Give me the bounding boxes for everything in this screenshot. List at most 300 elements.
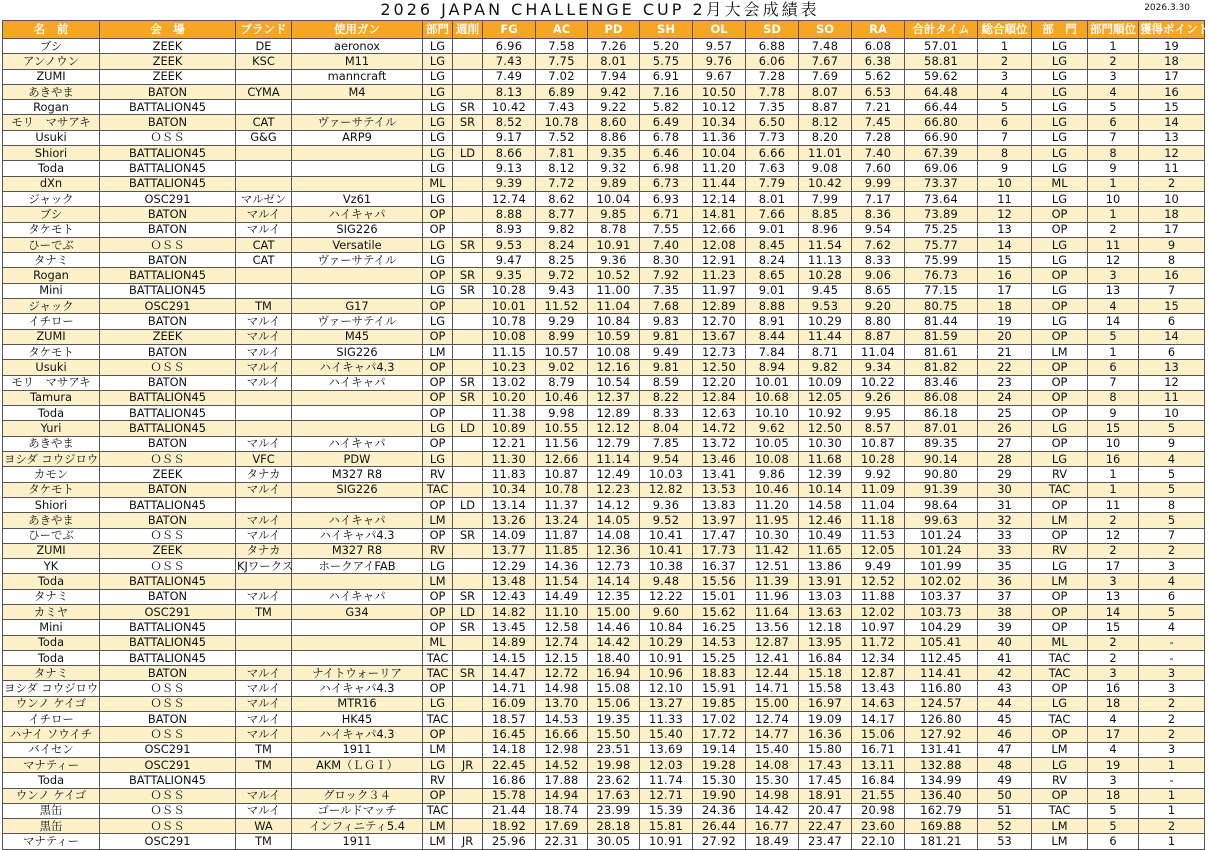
table-cell: 36	[978, 574, 1032, 589]
table-cell: マルイ	[236, 803, 292, 818]
table-cell: 5	[1088, 100, 1139, 115]
table-cell: 50	[978, 788, 1032, 803]
table-cell: ハイキャパ4.3	[292, 681, 423, 696]
table-cell	[453, 543, 483, 558]
table-cell: YK	[3, 559, 100, 574]
table-cell: ハイキャパ4.3	[292, 727, 423, 742]
table-cell: OP	[423, 375, 453, 390]
table-cell: 9.35	[483, 268, 536, 283]
table-cell: 23	[978, 375, 1032, 390]
table-cell: Mini	[3, 620, 100, 635]
table-cell: 16.94	[588, 666, 640, 681]
column-header: AC	[536, 21, 588, 39]
table-cell: 13	[1088, 283, 1139, 298]
table-cell: 12.91	[693, 253, 746, 268]
table-cell: 10.84	[588, 314, 640, 329]
table-cell: 42	[978, 666, 1032, 681]
table-cell: 52	[978, 819, 1032, 834]
table-cell	[453, 329, 483, 344]
table-cell: TAC	[1032, 650, 1088, 665]
table-cell: 7.28	[746, 69, 799, 84]
table-cell: OP	[1032, 329, 1088, 344]
table-cell: BATTALION45	[100, 390, 236, 405]
table-cell: イチロー	[3, 314, 100, 329]
table-cell	[292, 773, 423, 788]
table-cell: 77.15	[905, 283, 978, 298]
table-cell: 6.98	[640, 161, 693, 176]
table-cell: LG	[1032, 115, 1088, 130]
table-row	[3, 130, 1205, 145]
table-cell: 18.49	[746, 834, 799, 849]
table-cell: 12.46	[799, 513, 852, 528]
table-cell: 15.58	[799, 681, 852, 696]
table-cell	[453, 681, 483, 696]
table-cell: 12.87	[852, 666, 905, 681]
table-cell: 40	[978, 635, 1032, 650]
table-cell: 7.72	[536, 176, 588, 191]
table-cell: 12.44	[746, 666, 799, 681]
table-cell	[292, 406, 423, 421]
table-row	[3, 283, 1205, 298]
table-cell: 10.20	[483, 390, 536, 405]
table-cell: LD	[453, 146, 483, 161]
table-cell: 6.71	[640, 207, 693, 222]
table-cell: RV	[1032, 543, 1088, 558]
table-cell	[236, 406, 292, 421]
table-row	[3, 360, 1205, 375]
table-cell: LM	[423, 834, 453, 849]
table-cell: 11.52	[536, 299, 588, 314]
table-cell: -	[1139, 635, 1205, 650]
table-cell: ヴァーサテイル	[292, 314, 423, 329]
table-cell: 9.89	[588, 176, 640, 191]
table-cell: 8	[1088, 390, 1139, 405]
table-cell	[453, 819, 483, 834]
table-cell: 9	[978, 161, 1032, 176]
table-cell: LG	[1032, 161, 1088, 176]
table-cell	[453, 635, 483, 650]
table-cell: 11.65	[799, 543, 852, 558]
table-cell: 11.95	[746, 513, 799, 528]
table-cell: 66.80	[905, 115, 978, 130]
table-cell: 9.81	[640, 360, 693, 375]
table-cell: 1	[1088, 344, 1139, 359]
table-cell: 17.73	[693, 543, 746, 558]
table-cell: LG	[1032, 452, 1088, 467]
table-cell: LM	[1032, 742, 1088, 757]
table-row	[3, 559, 1205, 574]
table-row	[3, 620, 1205, 635]
table-cell: 15.25	[693, 650, 746, 665]
table-cell: 5.82	[640, 100, 693, 115]
table-cell: 10.55	[536, 421, 588, 436]
table-cell: 10.28	[483, 283, 536, 298]
table-row	[3, 421, 1205, 436]
table-cell	[292, 268, 423, 283]
table-cell: イチロー	[3, 712, 100, 727]
table-cell: 11	[1139, 161, 1205, 176]
table-cell: Rogan	[3, 100, 100, 115]
table-cell: 13.11	[852, 757, 905, 772]
table-cell: TAC	[423, 482, 453, 497]
table-cell: 23.60	[852, 819, 905, 834]
table-cell: 12.71	[640, 788, 693, 803]
column-header: 名 前	[3, 21, 100, 39]
table-row	[3, 314, 1205, 329]
table-cell: LM	[423, 574, 453, 589]
table-cell: 3	[1139, 742, 1205, 757]
table-row	[3, 299, 1205, 314]
table-cell: 15.00	[588, 604, 640, 619]
table-cell: 81.61	[905, 344, 978, 359]
table-cell: 12.51	[746, 559, 799, 574]
table-cell: 14.42	[588, 635, 640, 650]
table-body	[3, 39, 1205, 850]
table-cell: 7.28	[852, 130, 905, 145]
table-cell: 13	[978, 222, 1032, 237]
table-cell: 6	[1088, 360, 1139, 375]
table-cell: 1	[1088, 39, 1139, 54]
table-cell: 5	[1139, 421, 1205, 436]
table-cell: 12.03	[640, 757, 693, 772]
table-cell: LG	[423, 253, 453, 268]
table-cell: 4	[1139, 452, 1205, 467]
table-cell: 6.38	[852, 54, 905, 69]
column-header: 部門	[423, 21, 453, 39]
table-cell	[292, 497, 423, 512]
table-cell: 7.48	[799, 39, 852, 54]
table-row	[3, 84, 1205, 99]
table-cell: 5	[1139, 604, 1205, 619]
table-cell: マナティー	[3, 757, 100, 772]
table-cell: OP	[1032, 222, 1088, 237]
table-cell: 13.56	[746, 620, 799, 635]
table-cell: 8.13	[483, 84, 536, 99]
table-cell: 9.98	[536, 406, 588, 421]
table-cell: BATTALION45	[100, 650, 236, 665]
table-cell: BATON	[100, 482, 236, 497]
table-cell: 10.46	[746, 482, 799, 497]
table-cell: BATTALION45	[100, 100, 236, 115]
table-cell: マルイ	[236, 712, 292, 727]
table-cell: 8	[1088, 146, 1139, 161]
table-cell: 37	[978, 589, 1032, 604]
table-cell: MTR16	[292, 696, 423, 711]
table-cell	[453, 253, 483, 268]
table-cell: 64.48	[905, 84, 978, 99]
table-cell: 9.34	[852, 360, 905, 375]
table-cell: 1	[1139, 803, 1205, 818]
table-cell: マルイ	[236, 207, 292, 222]
table-cell: 2	[1139, 176, 1205, 191]
table-cell: Toda	[3, 406, 100, 421]
table-cell: ゴールドマッチ	[292, 803, 423, 818]
table-cell: 5	[1088, 329, 1139, 344]
table-cell: 116.80	[905, 681, 978, 696]
table-cell: 12.58	[536, 620, 588, 635]
table-cell: BATON	[100, 589, 236, 604]
table-cell: 7.52	[536, 130, 588, 145]
table-cell: 8	[978, 146, 1032, 161]
table-cell: ML	[423, 635, 453, 650]
table-cell: ジャック	[3, 191, 100, 206]
table-cell: LG	[423, 452, 453, 467]
table-cell: 38	[978, 604, 1032, 619]
table-cell: 9.99	[852, 176, 905, 191]
table-cell: 11.85	[536, 543, 588, 558]
table-cell: OP	[1032, 497, 1088, 512]
table-cell: 11.37	[536, 497, 588, 512]
table-cell	[236, 650, 292, 665]
table-cell: 8.80	[852, 314, 905, 329]
table-cell: 19	[1139, 39, 1205, 54]
table-cell: 11.33	[640, 712, 693, 727]
table-cell: 7.66	[746, 207, 799, 222]
table-cell: 10.38	[640, 559, 693, 574]
table-cell: 9.53	[799, 299, 852, 314]
table-cell: 8.30	[640, 253, 693, 268]
table-cell: マルイ	[236, 696, 292, 711]
table-cell: KSC	[236, 54, 292, 69]
table-cell: 132.88	[905, 757, 978, 772]
table-cell: 2	[1088, 54, 1139, 69]
table-cell: LG	[1032, 191, 1088, 206]
table-cell: 14.94	[536, 788, 588, 803]
table-cell: 16.45	[483, 727, 536, 742]
table-cell: LM	[423, 819, 453, 834]
column-header: 部門順位	[1088, 21, 1139, 39]
table-cell: 15.18	[799, 666, 852, 681]
table-cell: 7.21	[852, 100, 905, 115]
table-row	[3, 528, 1205, 543]
table-cell: 66.44	[905, 100, 978, 115]
table-cell: 9	[1088, 161, 1139, 176]
table-cell: 17.72	[693, 727, 746, 742]
table-cell: 105.41	[905, 635, 978, 650]
table-cell: 16	[978, 268, 1032, 283]
table-cell: 9.57	[693, 39, 746, 54]
table-cell: OSC291	[100, 604, 236, 619]
table-cell: 10.78	[536, 115, 588, 130]
table-cell: 17	[1088, 559, 1139, 574]
table-cell: RV	[423, 543, 453, 558]
table-cell: LM	[1032, 574, 1088, 589]
table-cell: 6	[1139, 589, 1205, 604]
table-cell: マルイ	[236, 788, 292, 803]
table-cell: LG	[423, 191, 453, 206]
table-cell: 9.17	[483, 130, 536, 145]
table-cell: 7.35	[746, 100, 799, 115]
table-cell: JR	[453, 834, 483, 849]
column-header: 使用ガン	[292, 21, 423, 39]
table-cell: LG	[1032, 39, 1088, 54]
table-cell: 2	[978, 54, 1032, 69]
table-cell: 2	[1139, 712, 1205, 727]
table-cell: 22.31	[536, 834, 588, 849]
table-cell: 15.30	[746, 773, 799, 788]
table-cell: 1	[1139, 788, 1205, 803]
table-cell: LG	[1032, 696, 1088, 711]
table-cell: 10.52	[588, 268, 640, 283]
table-cell: 15.39	[640, 803, 693, 818]
table-cell: 10.68	[746, 390, 799, 405]
table-cell: 14.72	[693, 421, 746, 436]
table-cell: HK45	[292, 712, 423, 727]
table-cell: 12.23	[588, 482, 640, 497]
table-cell: 23.99	[588, 803, 640, 818]
table-cell: 10.01	[483, 299, 536, 314]
table-cell: 9.49	[852, 559, 905, 574]
table-cell: 18.91	[799, 788, 852, 803]
table-cell: モリ マサアキ	[3, 115, 100, 130]
table-cell: 104.29	[905, 620, 978, 635]
table-cell: 11.09	[852, 482, 905, 497]
table-cell: 39	[978, 620, 1032, 635]
table-cell: 12.29	[483, 559, 536, 574]
table-cell: OP	[423, 207, 453, 222]
table-cell: SR	[453, 666, 483, 681]
table-cell	[453, 788, 483, 803]
table-cell: OP	[423, 788, 453, 803]
table-cell: 15	[1139, 299, 1205, 314]
table-cell: BATON	[100, 314, 236, 329]
table-cell: 13.83	[693, 497, 746, 512]
table-row	[3, 727, 1205, 742]
table-cell: ARP9	[292, 130, 423, 145]
table-cell: マルイ	[236, 314, 292, 329]
table-cell: 18.40	[588, 650, 640, 665]
table-row	[3, 467, 1205, 482]
table-cell: LG	[423, 421, 453, 436]
table-cell: 7.73	[746, 130, 799, 145]
table-cell: Versatile	[292, 237, 423, 252]
table-cell: 12.36	[588, 543, 640, 558]
table-cell: 19.85	[693, 696, 746, 711]
table-cell: ML	[1032, 635, 1088, 650]
table-cell: 2	[1088, 543, 1139, 558]
table-cell: ウンノ ケイゴ	[3, 696, 100, 711]
column-header: OL	[693, 21, 746, 39]
table-cell: LG	[423, 39, 453, 54]
table-cell: SR	[453, 589, 483, 604]
table-cell: 13.91	[799, 574, 852, 589]
table-row	[3, 712, 1205, 727]
table-cell	[236, 176, 292, 191]
table-cell: 7.94	[588, 69, 640, 84]
table-cell: TM	[236, 757, 292, 772]
table-cell: 162.79	[905, 803, 978, 818]
table-cell: 21	[978, 344, 1032, 359]
table-cell: 10.22	[852, 375, 905, 390]
table-cell: 8.93	[483, 222, 536, 237]
table-cell: 10.96	[640, 666, 693, 681]
table-cell: 10	[1088, 191, 1139, 206]
table-cell: 80.75	[905, 299, 978, 314]
table-cell: ZUMI	[3, 69, 100, 84]
table-cell: 13.72	[693, 436, 746, 451]
table-row	[3, 268, 1205, 283]
table-cell: 24	[978, 390, 1032, 405]
table-cell: あきやま	[3, 436, 100, 451]
table-cell: カモン	[3, 467, 100, 482]
table-cell: 8.36	[852, 207, 905, 222]
table-cell: 10.41	[640, 543, 693, 558]
table-cell: 101.99	[905, 559, 978, 574]
table-cell: 17.45	[799, 773, 852, 788]
table-cell: 8.20	[799, 130, 852, 145]
table-cell: 13	[1139, 130, 1205, 145]
table-cell: 11.54	[799, 237, 852, 252]
table-row	[3, 222, 1205, 237]
table-cell: 16.66	[536, 727, 588, 742]
table-cell	[292, 574, 423, 589]
table-cell: 10.12	[693, 100, 746, 115]
table-cell: 8.88	[483, 207, 536, 222]
table-row	[3, 788, 1205, 803]
table-cell: 17.02	[693, 712, 746, 727]
table-cell: 12.87	[746, 635, 799, 650]
table-cell: 4	[1088, 712, 1139, 727]
table-cell: 15	[978, 253, 1032, 268]
table-cell: ホークアイFAB	[292, 559, 423, 574]
table-cell: 2	[1088, 222, 1139, 237]
table-cell: 8.96	[799, 222, 852, 237]
table-cell: 14.77	[746, 727, 799, 742]
table-cell: 22.10	[852, 834, 905, 849]
table-cell: 5	[1088, 803, 1139, 818]
table-cell: 14.46	[588, 620, 640, 635]
table-cell: 15.80	[799, 742, 852, 757]
table-cell: マルイ	[236, 513, 292, 528]
table-cell: OP	[1032, 620, 1088, 635]
table-cell: 11	[978, 191, 1032, 206]
table-cell: 4	[1088, 299, 1139, 314]
table-cell: タナカ	[236, 543, 292, 558]
table-cell: 9.72	[536, 268, 588, 283]
table-cell: BATON	[100, 513, 236, 528]
table-cell: OP	[1032, 528, 1088, 543]
table-cell: マルイ	[236, 666, 292, 681]
table-cell: マルイ	[236, 482, 292, 497]
table-cell: 11.23	[693, 268, 746, 283]
table-cell: TAC	[1032, 482, 1088, 497]
table-cell: 12.02	[852, 604, 905, 619]
table-cell: 169.88	[905, 819, 978, 834]
table-cell: ＯＳＳ	[100, 559, 236, 574]
table-cell	[453, 482, 483, 497]
table-cell: 10.97	[852, 620, 905, 635]
table-cell: インフィニティ5.4	[292, 819, 423, 834]
column-header: SD	[746, 21, 799, 39]
table-cell: 23.51	[588, 742, 640, 757]
table-cell: 9.54	[640, 452, 693, 467]
table-cell: 76.73	[905, 268, 978, 283]
table-cell	[453, 84, 483, 99]
table-cell: Shiori	[3, 146, 100, 161]
table-cell: LG	[423, 559, 453, 574]
table-cell: 4	[1088, 84, 1139, 99]
table-row	[3, 681, 1205, 696]
table-cell	[292, 635, 423, 650]
table-cell: 28	[978, 452, 1032, 467]
table-cell: 7.17	[852, 191, 905, 206]
table-cell: 10.04	[693, 146, 746, 161]
table-cell: 14.08	[588, 528, 640, 543]
table-cell: ＯＳＳ	[100, 696, 236, 711]
table-cell: 8.87	[799, 100, 852, 115]
table-cell: 12.66	[536, 452, 588, 467]
table-cell: OP	[423, 681, 453, 696]
